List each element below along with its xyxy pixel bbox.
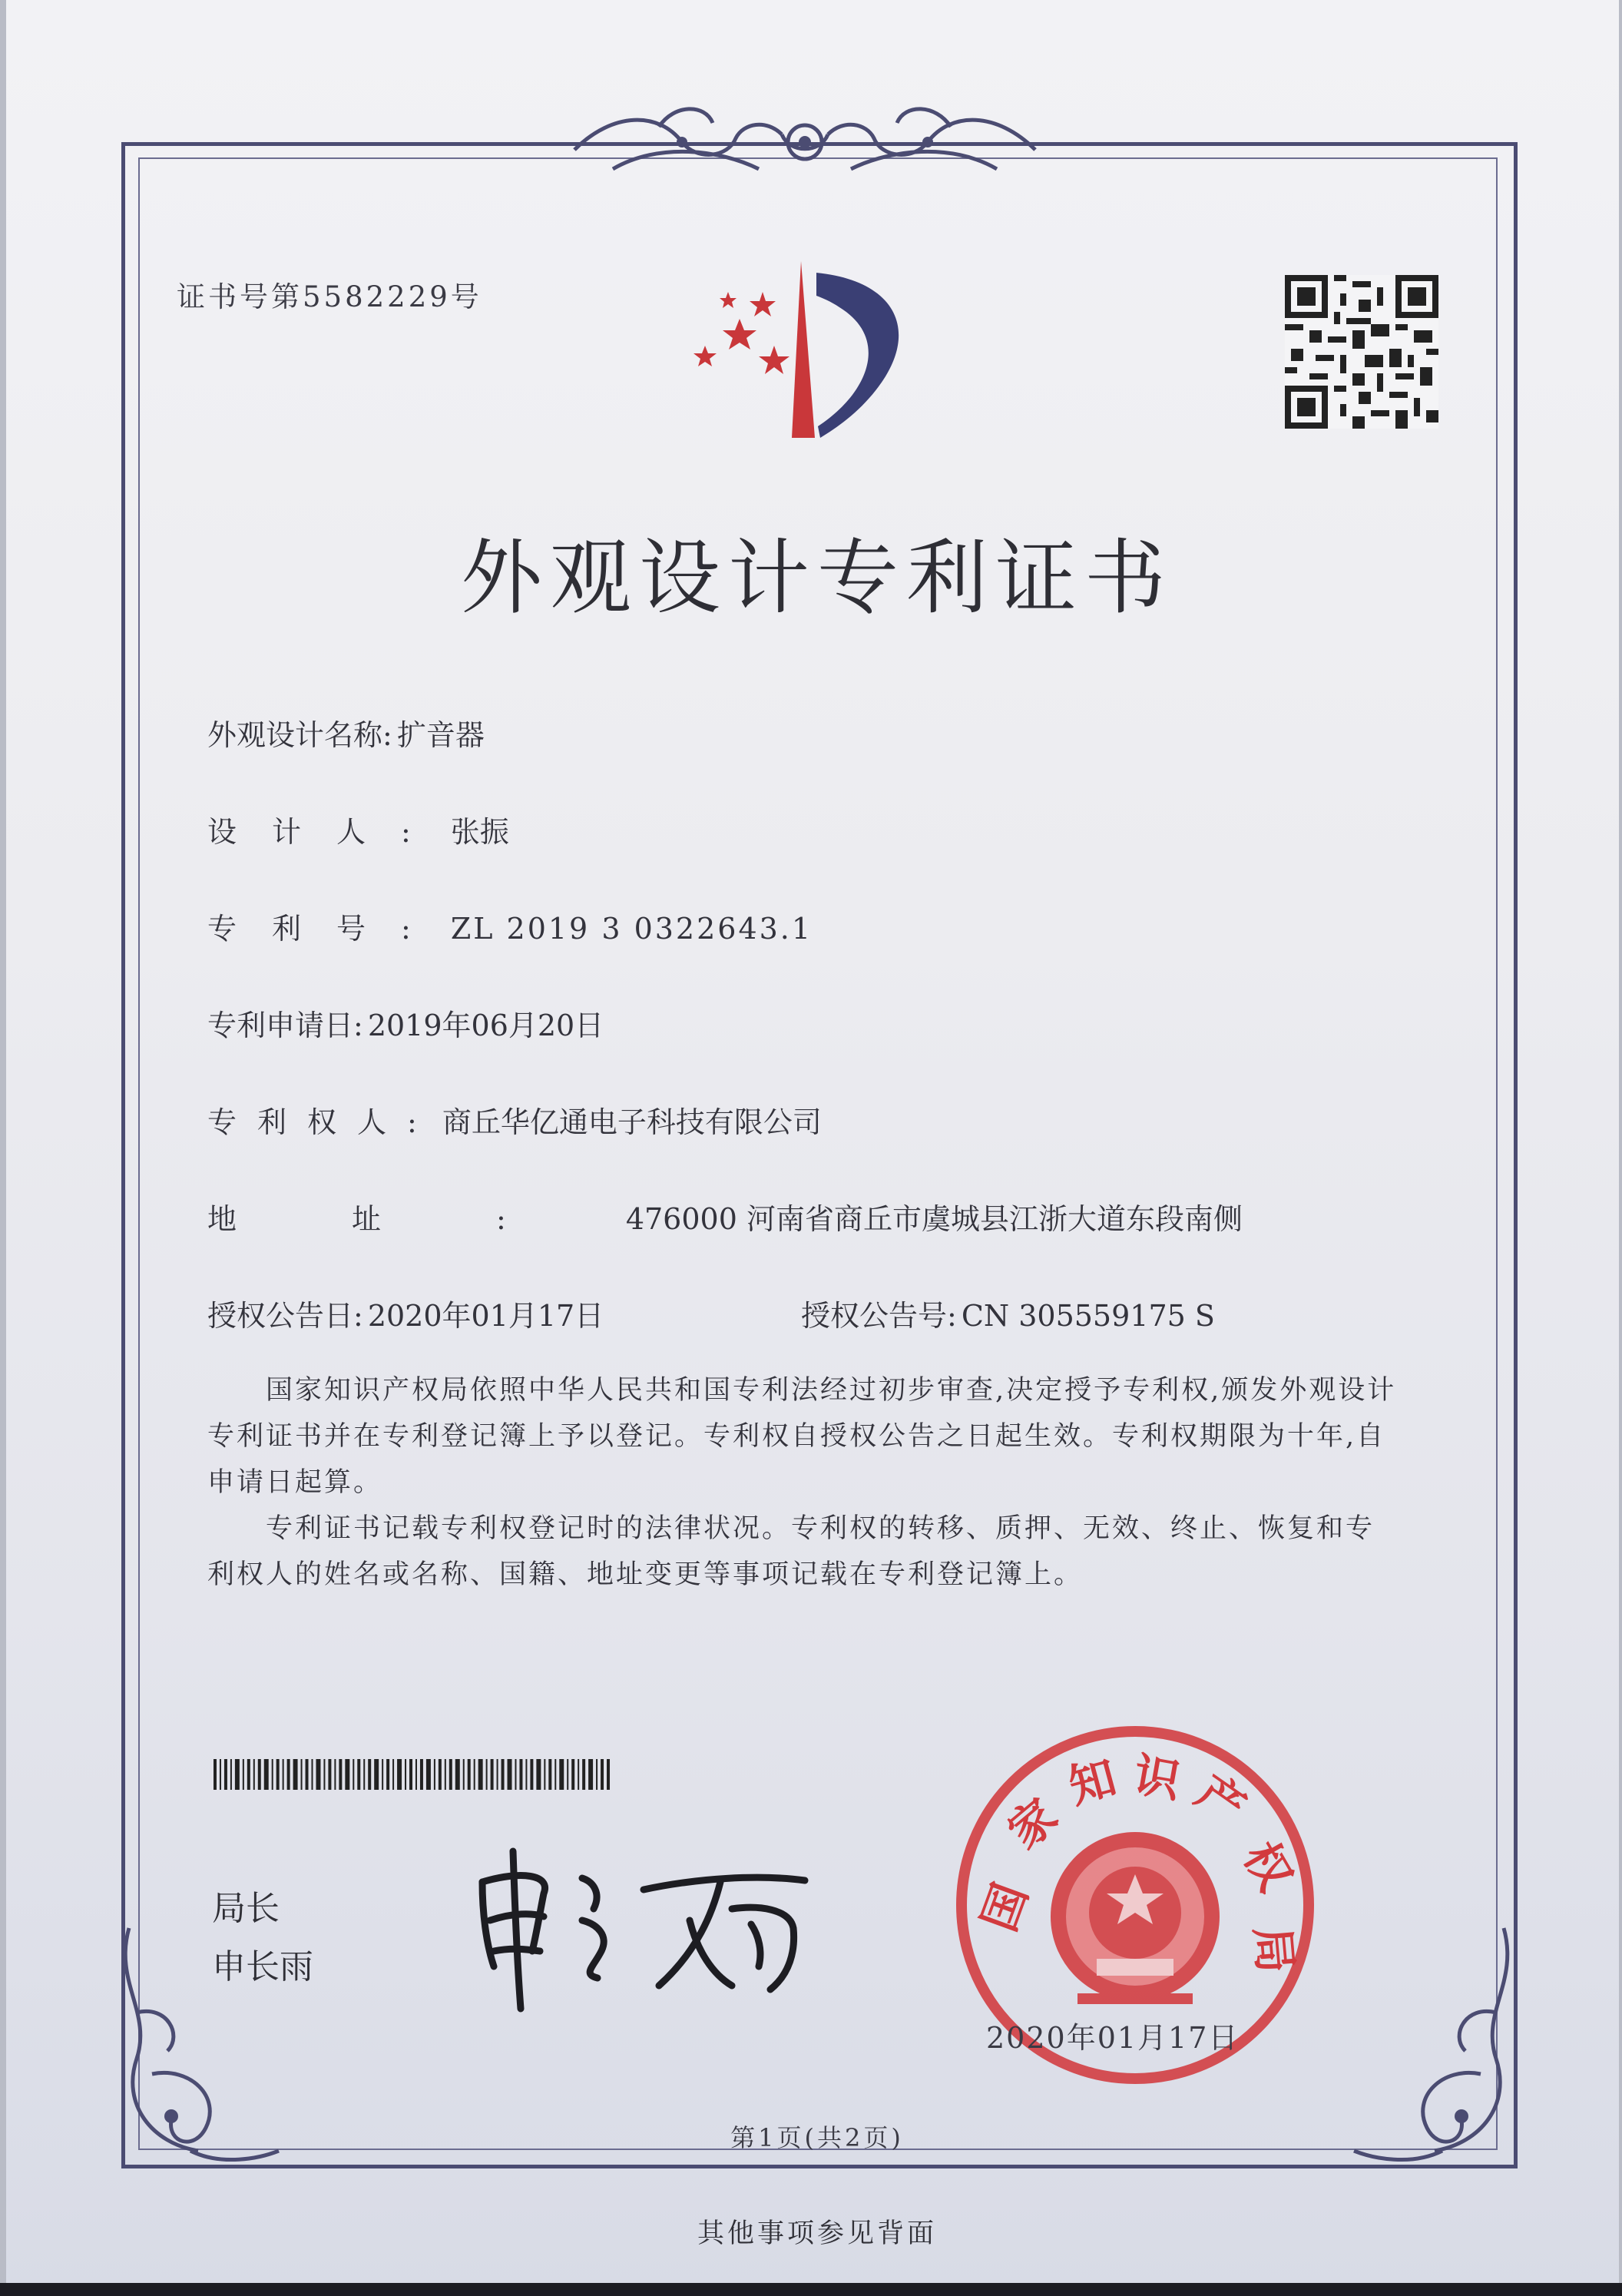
grant-date-row: [207, 1292, 604, 1334]
document-title: 外观设计专利证书: [461, 531, 1173, 625]
patent-number-label: 专利号:: [207, 912, 446, 946]
grant-date-value: 2020年01月17日: [367, 1299, 604, 1333]
statement-paragraph-2: 专利证书记载专利权登记时的法律状况。专利权的转移、质押、无效、终止、恢复和专利权人的姓名或名称、国籍、地址变更等事项记载在专利登记簿上。: [207, 1513, 1375, 1590]
svg-text:识: 识: [1129, 1748, 1185, 1809]
seal-date: 2020年01月17日: [986, 2021, 1240, 2055]
signatory-title: 局长: [212, 1889, 280, 1928]
page-number: 第1页(共2页): [730, 2123, 904, 2152]
design-name-value: 扩音器: [396, 718, 485, 752]
grant-number-value: CN 305559175 S: [961, 1299, 1215, 1333]
handwritten-signature-icon: [467, 1836, 813, 2013]
svg-text:权: 权: [1233, 1833, 1303, 1900]
footer-note: 其他事项参见背面: [697, 2218, 937, 2249]
designer-row: [207, 808, 509, 850]
designer-label: 设计人:: [207, 815, 446, 849]
svg-text:知: 知: [1063, 1751, 1122, 1815]
barcode-icon: [214, 1759, 611, 1790]
svg-text:国: 国: [972, 1876, 1039, 1939]
filing-date-row: [207, 1002, 604, 1044]
grant-date-label: 授权公告日:: [207, 1299, 363, 1333]
design-name-row: [207, 711, 485, 754]
grant-number-row: [801, 1292, 1215, 1334]
patent-number-row: [207, 905, 813, 947]
signatory-name: 申长雨: [212, 1947, 313, 1986]
svg-text:家: 家: [998, 1788, 1068, 1860]
qr-code-icon: [1285, 275, 1438, 429]
address-label: 地址:: [207, 1202, 621, 1236]
designer-value: 张振: [450, 815, 509, 849]
address-value: 476000 河南省商丘市虞城县江浙大道东段南侧: [625, 1202, 1243, 1236]
design-name-label: 外观设计名称:: [207, 718, 392, 752]
certificate-sheet: [6, 0, 1619, 2296]
patentee-label: 专利权人:: [207, 1105, 438, 1139]
certificate-number: 证书号第5582229号: [177, 280, 482, 313]
statement-paragraph-1: 国家知识产权局依照中华人民共和国专利法经过初步审查,决定授予专利权,颁发外观设计专利证书并在专利登记簿上予以登记。专利权自授权公告之日起生效。专利权期限为十年,自申请日起算。: [207, 1375, 1397, 1498]
top-ornament-icon: [567, 96, 1043, 188]
cnipa-logo-icon: [686, 253, 939, 446]
filing-date-value: 2019年06月20日: [367, 1009, 604, 1042]
patent-number-value: ZL 2019 3 0322643.1: [450, 912, 813, 946]
svg-text:产: 产: [1186, 1764, 1256, 1836]
svg-text:局: 局: [1244, 1924, 1303, 1976]
patentee-row: [207, 1098, 822, 1141]
address-row: [207, 1195, 1243, 1237]
scan-edge: [0, 2283, 1622, 2296]
patentee-value: 商丘华亿通电子科技有限公司: [442, 1105, 822, 1139]
filing-date-label: 专利申请日:: [207, 1009, 363, 1042]
grant-number-label: 授权公告号:: [801, 1299, 957, 1333]
